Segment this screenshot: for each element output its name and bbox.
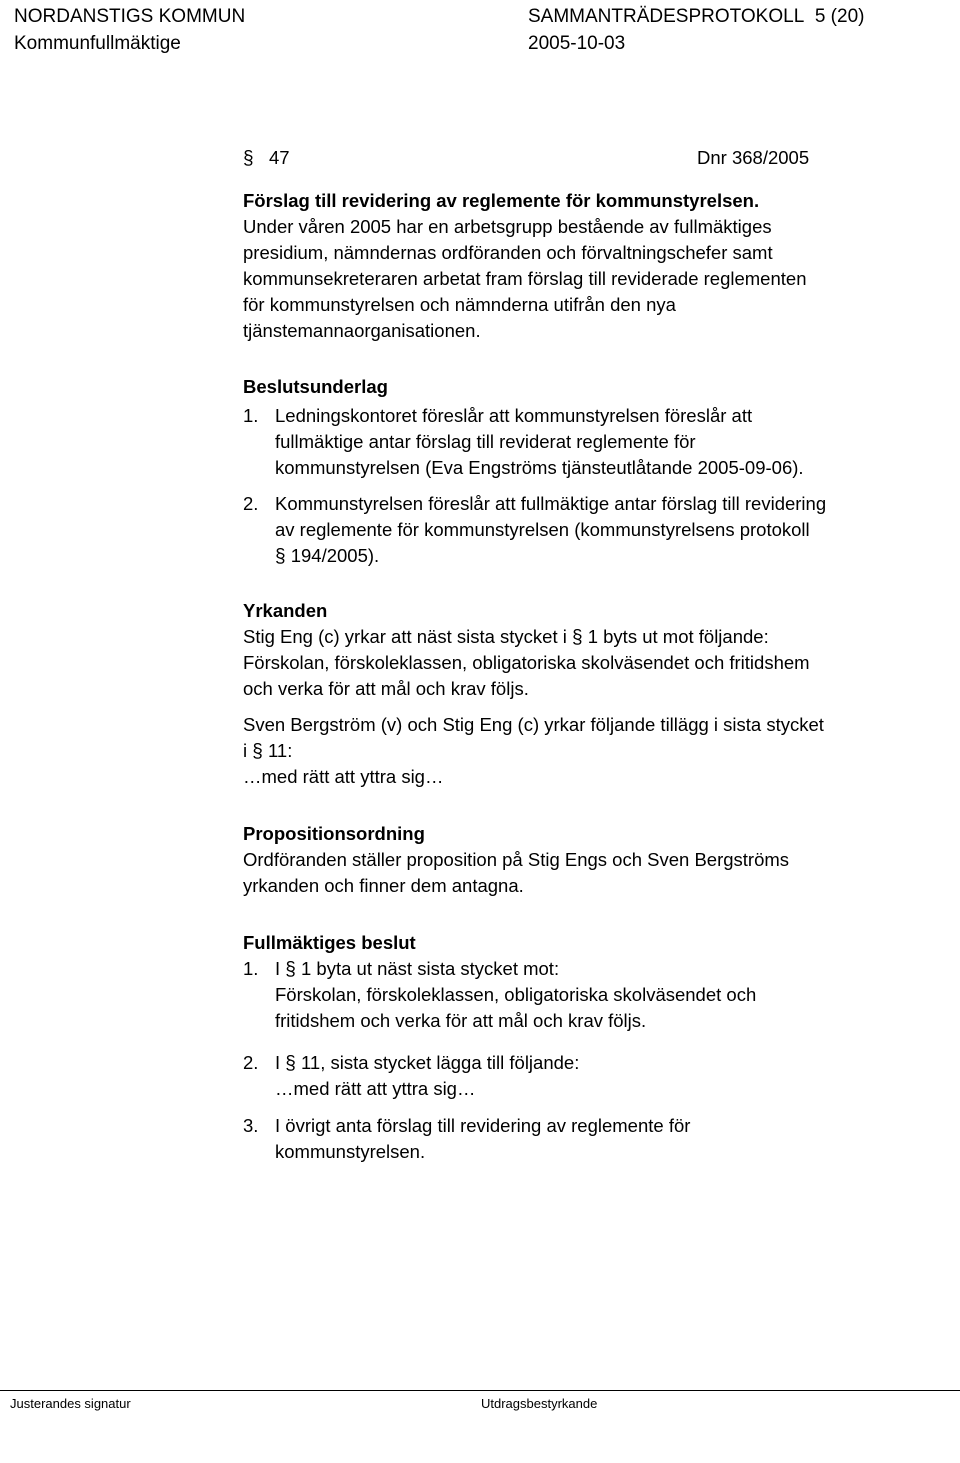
paragraph-sign: § [275,546,286,567]
list-line: Ledningskontoret föreslår att kommunstyrelsen föreslår att [275,405,753,426]
paragraph-sign: § [285,1053,296,1074]
protocol-ref: 194/2005). [290,545,380,566]
item-number: 47 [269,147,290,168]
heading-beslut: Fullmäktiges beslut [243,932,416,953]
header-doc-type [528,6,864,28]
intro-line: Under våren 2005 har en arbetsgrupp bestående av fullmäktiges [243,216,772,237]
list-line [275,956,559,982]
yrkande-line: Sven Bergström (v) och Stig Eng (c) yrkar följande tillägg i sista stycket [243,714,824,735]
list-line: fritidshem och verka för att mål och krav följs. [275,1010,647,1031]
intro-line: tjänstemannaorganisationen. [243,320,481,341]
dnr: Dnr 368/2005 [697,147,810,168]
yrkande-line: och verka för att mål och krav följs. [243,678,529,699]
list-number: 2. [243,493,259,514]
header-body-name: Kommunfullmäktige [14,33,181,54]
yrkande-line: Förskolan, förskoleklassen, obligatoriska skolväsendet och fritidshem [243,652,810,673]
intro-line: presidium, nämndernas ordföranden och förvaltningschefer samt [243,242,773,263]
text-segment: 11: [267,740,293,761]
paragraph-sign: § [243,148,254,169]
intro-line: för kommunstyrelsen och nämnderna utifrån den nya [243,294,676,315]
heading-yrkanden: Yrkanden [243,600,328,621]
text-segment: i [243,740,248,761]
header-date: 2005-10-03 [528,33,626,54]
text-segment: I [275,958,281,979]
header-org: NORDANSTIGS KOMMUN [14,6,246,27]
heading-propositionsordning: Propositionsordning [243,823,425,844]
item-title: Förslag till revidering av reglemente för kommunstyrelsen. [243,190,760,211]
heading-beslutsunderlag: Beslutsunderlag [243,376,388,397]
list-line: Förskolan, förskoleklassen, obligatoriska skolväsendet och [275,984,757,1005]
list-number: 3. [243,1115,259,1136]
yrkande-line [243,738,292,764]
doc-type: SAMMANTRÄDESPROTOKOLL [528,6,805,27]
page-number: 5 (20) [814,6,865,27]
section-number [243,145,290,171]
list-number: 2. [243,1052,259,1073]
yrkande-line: …med rätt att yttra sig… [243,766,444,787]
list-line: kommunstyrelsen. [275,1141,426,1162]
list-line [275,1050,579,1076]
list-line: fullmäktige antar förslag till reviderat reglemente för [275,431,696,452]
text-segment: 11, sista stycket lägga till följande: [301,1052,580,1073]
list-line [275,543,379,569]
text-segment: Stig Eng (c) yrkar att näst sista stycket i [243,626,567,647]
footer-extract-label: Utdragsbestyrkande [481,1396,598,1411]
footer-divider [0,1390,960,1391]
paragraph-sign: § [285,959,296,980]
proposition-line: yrkanden och finner dem antagna. [243,875,524,896]
list-number: 1. [243,958,259,979]
list-number: 1. [243,405,259,426]
footer-signature-label: Justerandes signatur [10,1396,131,1411]
text-segment: 1 byta ut näst sista stycket mot: [301,958,560,979]
paragraph-sign: § [252,741,263,762]
yrkande-line [243,624,769,650]
list-line: …med rätt att yttra sig… [275,1078,476,1099]
list-line: kommunstyrelsen (Eva Engströms tjänsteutlåtande 2005-09-06). [275,457,804,478]
proposition-line: Ordföranden ställer proposition på Stig Engs och Sven Bergströms [243,849,790,870]
text-segment: I [275,1052,281,1073]
list-line: av reglemente för kommunstyrelsen (kommunstyrelsens protokoll [275,519,810,540]
text-segment: 1 byts ut mot följande: [587,626,769,647]
list-line: I övrigt anta förslag till revidering av reglemente för [275,1115,691,1136]
intro-line: kommunsekreteraren arbetat fram förslag till reviderade reglementen [243,268,807,289]
list-line: Kommunstyrelsen föreslår att fullmäktige antar förslag till revidering [275,493,827,514]
paragraph-sign: § [572,627,583,648]
